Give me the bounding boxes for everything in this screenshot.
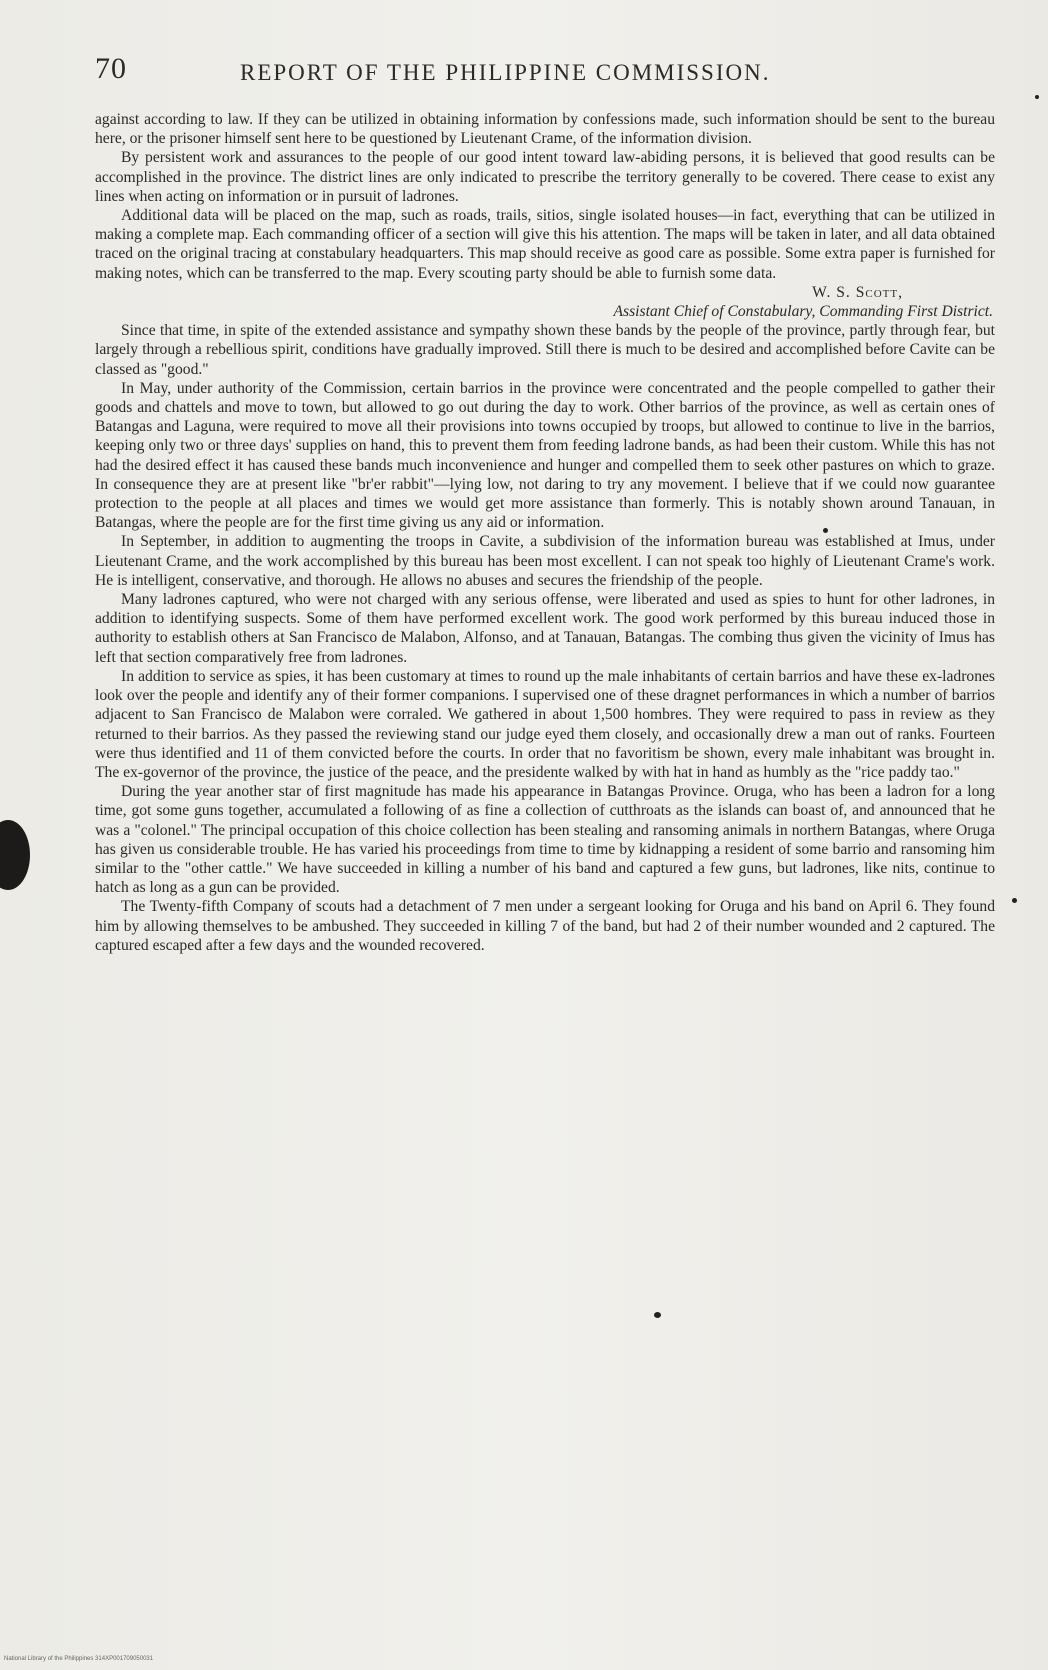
ink-speck [654,1312,661,1318]
ink-speck [1035,95,1039,99]
paragraph: The Twenty-fifth Company of scouts had a detachment of 7 men under a sergeant looking for Oruga and his band on April 6. They found him by allowing themselves to be ambushed. They succeeded in killing 7 of the band, but had 2 of their number wounded and 2 captured. The captured escaped after a few days and the wounded recovered. [95,898,995,954]
body-text [95,110,995,955]
ink-speck [1012,898,1017,903]
binding-hole [0,820,30,890]
paragraph: Many ladrones captured, who were not charged with any serious offense, were liberated and used as spies to hunt for other ladrones, in addition to identifying suspects. Some of them have performed excellent work. The good work performed by this bureau induced those in authority to establish others at San Francisco de Malabon, Alfonso, and at Tanauan, Batangas. The combing thus given the vicinity of Imus has left that section comparatively free from ladrones. [95,591,995,666]
paragraph: In September, in addition to augmenting the troops in Cavite, a subdivision of the information bureau was established at Imus, under Lieutenant Crame, and the work accomplished by this bureau has been most excellent. I can not speak too highly of Lieutenant Crame's work. He is intelligent, conservative, and thorough. He allows no abuses and secures the friendship of the people. [95,533,995,589]
paragraph: Additional data will be placed on the map, such as roads, trails, sitios, single isolated houses—in fact, everything that can be utilized in making a complete map. Each commanding officer of a section will give this his attention. The maps will be taken in later, and all data obtained traced on the original tracing at constabulary headquarters. This map should receive as good care as possible. Some extra paper is furnished for making notes, which can be transferred to the map. Every scouting party should be able to furnish some data. [95,207,995,282]
paragraph: During the year another star of first magnitude has made his appearance in Batangas Province. Oruga, who has been a ladron for a long time, got some guns together, accumulated a following of as fine a collection of cutthroats as the islands can boast of, and announced that he was a "colonel." The principal occupation of this choice collection has been stealing and ransoming animals in northern Batangas, where Oruga has given us considerable trouble. He has varied his proceedings from time to time by kidnapping a resident of some barrio and ransoming him similar to the "other cattle." We have succeeded in killing a number of his band and captured a few guns, but ladrones, like nits, continue to hatch as long as a gun can be provided. [95,783,995,897]
paragraph: against according to law. If they can be utilized in obtaining information by confessions made, such information should be sent to the bureau here, or the prisoner himself sent here to be questioned by Lieutenant Crame, of the information division. [95,111,995,148]
page-number: 70 [95,52,127,85]
scan-credit: National Library of the Philippines 314XP001709050031 [4,1656,154,1662]
running-title: REPORT OF THE PHILIPPINE COMMISSION. [240,60,771,85]
paragraph: By persistent work and assurances to the people of our good intent toward law-abiding persons, it is believed that good results can be accomplished in the province. The district lines are only indicated to prescribe the territory generally to be covered. There cease to exist any lines when acting on information or in pursuit of ladrones. [95,149,995,205]
paragraph: Since that time, in spite of the extended assistance and sympathy shown these bands by the people of the province, partly through fear, but largely through a rebellious spirit, conditions have gradually improved. Still there is much to be desired and accomplished before Cavite can be classed as "good." [95,322,995,378]
signature-title: Assistant Chief of Constabulary, Commanding First District. [613,303,993,321]
page-header [95,52,925,92]
paragraph: In May, under authority of the Commission, certain barrios in the province were concentrated and the people compelled to gather their goods and chattels and move to town, but allowed to go out during the day to work. Other barrios of the province, as well as certain ones of Batangas and Laguna, were required to move all their provisions into towns occupied by troops, but allowed to continue to live in the barrios, keeping only two or three days' supplies on hand, this to prevent them from feeding ladrone bands, as had been their custom. While this has not had the desired effect it has caused these bands much inconvenience and hunger and compelled them to seek other pastures on which to graze. In consequence they are at present like "br'er rabbit"—lying low, not daring to try any movement. I believe that if we could now guarantee protection to the people at all places and times we would get more assistance than formerly. This is notably shown around Tanauan, in Batangas, where the people are for the first time giving us any aid or information. [95,379,995,532]
signature-name: W. S. Scott, [812,283,903,301]
paragraph: In addition to service as spies, it has been customary at times to round up the male inhabitants of certain barrios and have these ex-ladrones look over the people and identify any of their former companions. I supervised one of these dragnet performances in which a number of barrios adjacent to San Francisco de Malabon were corraled. We gathered in about 1,500 hombres. They were required to pass in review as they returned to their barrios. As they passed the reviewing stand our judge eyed them closely, and occasionally drew a man out of ranks. Fourteen were thus identified and 11 of them convicted before the courts. In order that no favoritism be shown, every male inhabitant was brought in. The ex-governor of the province, the justice of the peace, and the presidente walked by with hat in hand as humbly as the "rice paddy tao." [95,667,995,781]
